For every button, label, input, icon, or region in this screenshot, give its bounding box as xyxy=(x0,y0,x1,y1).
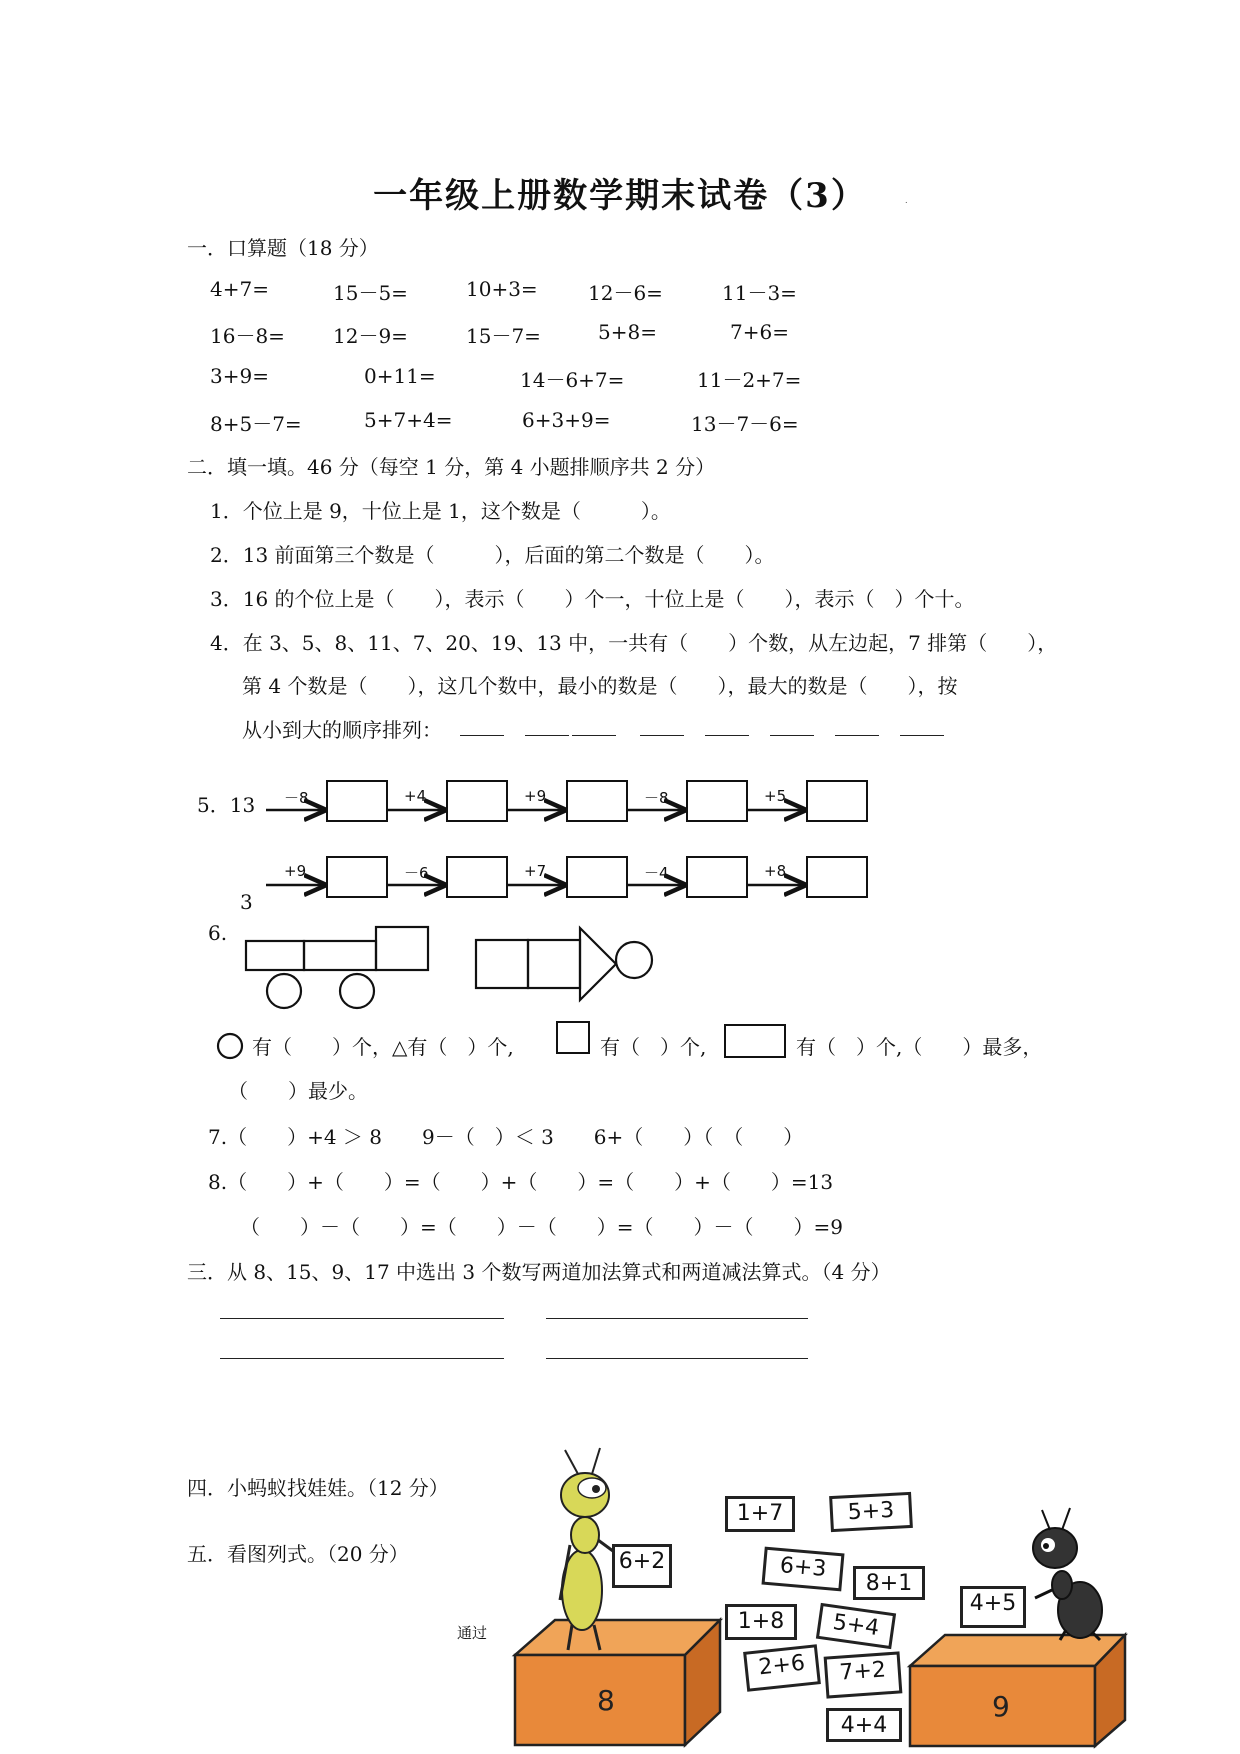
calc-item: 14－6+7= xyxy=(520,368,625,392)
question-6-text-a: 有（ ）个，△有（ ）个, xyxy=(252,1035,514,1059)
question-8-line1: 8.（ ）+（ ）=（ ）+（ ）=（ ）+（ ）=13 xyxy=(208,1170,834,1194)
number-card[interactable]: 4+4 xyxy=(826,1708,902,1742)
op-label: +8 xyxy=(764,862,787,880)
question-1: 1．个位上是 9，十位上是 1，这个数是（ ）。 xyxy=(210,499,671,523)
calc-item: 13－7－6= xyxy=(691,412,799,436)
question-6-label: 6. xyxy=(208,921,228,945)
question-2: 2．13 前面第三个数是（ ），后面的第二个数是（ ）。 xyxy=(210,543,775,567)
title-dot: . xyxy=(905,196,908,205)
number-card[interactable]: 1+7 xyxy=(725,1496,795,1532)
calc-item: 11－3= xyxy=(722,281,797,305)
calc-item: 12－6= xyxy=(588,281,663,305)
calc-item: 12－9= xyxy=(333,324,408,348)
op-label: +7 xyxy=(524,862,547,880)
op-label: +9 xyxy=(524,787,547,805)
number-card[interactable]: 7+2 xyxy=(824,1651,903,1698)
number-card[interactable]: 1+8 xyxy=(725,1604,797,1640)
number-card[interactable]: 2+6 xyxy=(743,1644,821,1692)
calc-item: 5+7+4= xyxy=(364,408,453,432)
calc-item: 15－7= xyxy=(466,324,541,348)
calc-item: 4+7= xyxy=(210,277,269,301)
number-card[interactable]: 8+1 xyxy=(853,1566,925,1600)
section1-heading: 一．口算题（18 分） xyxy=(187,236,379,260)
question-6-line2: （ ）最少。 xyxy=(228,1079,368,1103)
number-card[interactable]: 5+4 xyxy=(816,1603,896,1649)
calc-item: 3+9= xyxy=(210,364,269,388)
section4-heading: 四．小蚂蚁找娃娃。（12 分） xyxy=(187,1476,449,1500)
calc-item: 7+6= xyxy=(730,320,789,344)
question-3: 3．16 的个位上是（ ），表示（ ）个一，十位上是（ ），表示（ ）个十。 xyxy=(210,587,975,611)
page-title: 一年级上册数学期末试卷（3） xyxy=(373,176,867,216)
number-card[interactable]: 6+2 xyxy=(612,1544,672,1588)
question-8-line2: （ ）－（ ）=（ ）－（ ）=（ ）－（ ）=9 xyxy=(240,1215,843,1239)
question-4-line1: 4．在 3、5、8、11、7、20、19、13 中，一共有（ ）个数，从左边起，7 排第（ ）， xyxy=(210,631,1058,655)
calc-item: 11－2+7= xyxy=(697,368,802,392)
op-label: －8 xyxy=(284,789,309,807)
calc-item: 15－5= xyxy=(333,281,408,305)
number-card[interactable]: 4+5 xyxy=(960,1586,1026,1628)
calc-item: 0+11= xyxy=(364,364,436,388)
crate-label-right: 9 xyxy=(992,1690,1010,1723)
section2-heading: 二．填一填。46 分（每空 1 分，第 4 小题排顺序共 2 分） xyxy=(187,455,716,479)
question-5-row2-start: 3 xyxy=(240,890,253,914)
calc-item: 8+5－7= xyxy=(210,412,302,436)
calc-item: 16－8= xyxy=(210,324,285,348)
question-6-text-b: 有（ ）个, xyxy=(600,1035,707,1059)
section5-heading: 五．看图列式。（20 分） xyxy=(187,1542,409,1566)
op-label: +5 xyxy=(764,787,787,805)
crate-label-left: 8 xyxy=(597,1684,615,1717)
number-card[interactable]: 6+3 xyxy=(761,1547,844,1592)
calc-item: 10+3= xyxy=(466,277,538,301)
stray-text: 通过 xyxy=(457,1624,488,1642)
calc-item: 6+3+9= xyxy=(522,408,611,432)
op-label: －6 xyxy=(404,864,429,882)
number-card[interactable]: 5+3 xyxy=(829,1492,913,1532)
question-4-line3: 从小到大的顺序排列： xyxy=(242,718,442,742)
question-7: 7.（ ）+4 ＞ 8 9－（ ）＜ 3 6+（ ）（ （ ） xyxy=(208,1125,804,1149)
question-6-text-c: 有（ ）个,（ ）最多， xyxy=(796,1035,1043,1059)
op-label: +4 xyxy=(404,787,427,805)
question-4-line2: 第 4 个数是（ ），这几个数中，最小的数是（ ），最大的数是（ ），按 xyxy=(242,674,958,698)
op-label: －8 xyxy=(644,789,669,807)
question-5-label: 5．13 xyxy=(197,793,256,817)
calc-item: 5+8= xyxy=(598,320,657,344)
op-label: +9 xyxy=(284,862,307,880)
op-label: －4 xyxy=(644,864,669,882)
section3-heading: 三．从 8、15、9、17 中选出 3 个数写两道加法算式和两道减法算式。（4 分） xyxy=(187,1260,891,1284)
